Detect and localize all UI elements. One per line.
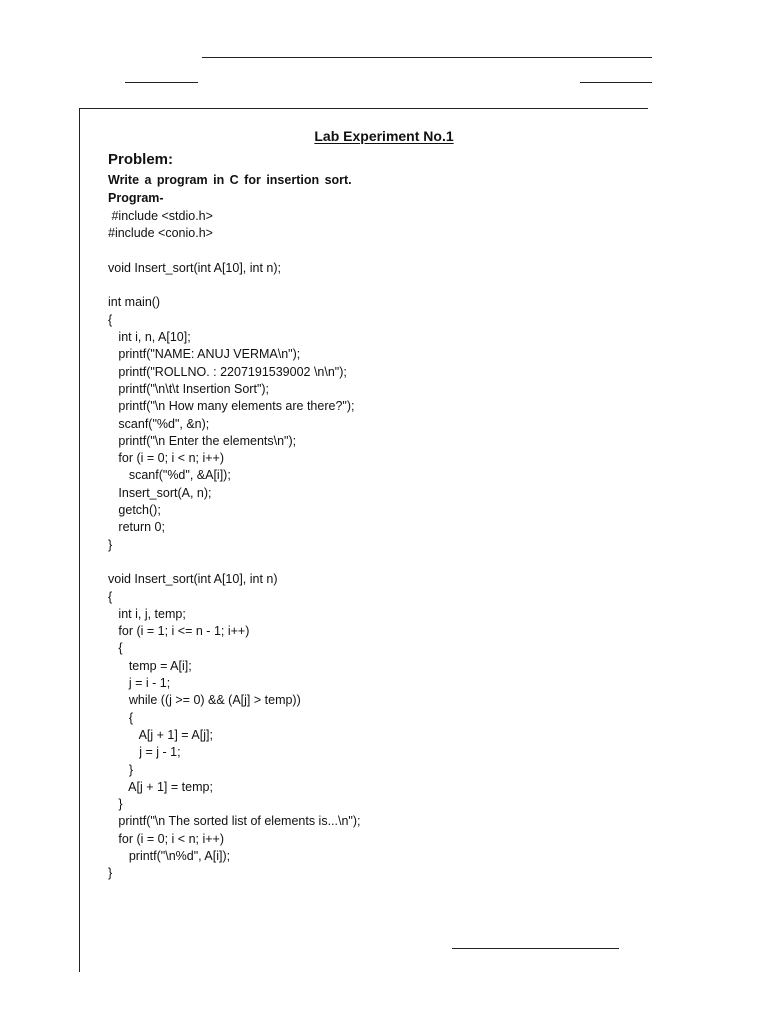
problem-statement: Write a program in C for insertion sort. — [108, 173, 352, 187]
code-line: getch(); — [108, 503, 161, 518]
code-line: A[j + 1] = temp; — [108, 779, 213, 794]
code-line: scanf("%d", &n); — [108, 416, 210, 431]
code-block — [108, 208, 361, 883]
code-line: int main() — [108, 295, 161, 310]
program-label: Program- — [108, 191, 164, 205]
code-line: for (i = 0; i < n; i++) — [108, 831, 225, 846]
page-border-left — [79, 108, 80, 972]
code-line — [108, 554, 361, 571]
code-line: j = i - 1; — [108, 676, 171, 691]
code-line: #include <stdio.h> — [108, 209, 213, 223]
code-line: int i, j, temp; — [108, 606, 186, 621]
code-line: printf("\n%d", A[i]); — [108, 848, 231, 863]
code-line: int i, n, A[10]; — [108, 330, 191, 345]
page-title: Lab Experiment No.1 — [314, 128, 454, 144]
code-line: { — [108, 589, 113, 604]
code-line: printf("\n Enter the elements\n"); — [108, 433, 297, 448]
code-line: } — [108, 762, 134, 777]
code-line: temp = A[i]; — [108, 658, 192, 673]
header-rule-right — [580, 82, 652, 83]
problem-heading: Problem: — [108, 151, 174, 168]
code-line: j = j - 1; — [108, 745, 181, 760]
page-border-top — [79, 108, 648, 109]
code-line: #include <conio.h> — [108, 226, 213, 241]
code-line — [108, 243, 361, 260]
code-line: Insert_sort(A, n); — [108, 485, 212, 500]
code-line: printf("\n The sorted list of elements is...\n"); — [108, 814, 361, 829]
code-line: { — [108, 710, 134, 725]
code-line: printf("\n\t\t Insertion Sort"); — [108, 381, 270, 396]
code-line: void Insert_sort(int A[10], int n); — [108, 260, 281, 275]
code-line: void Insert_sort(int A[10], int n) — [108, 572, 278, 587]
code-line: } — [108, 537, 113, 552]
code-line: while ((j >= 0) && (A[j] > temp)) — [108, 693, 301, 708]
code-line: printf("ROLLNO. : 2207191539002 \n\n"); — [108, 364, 347, 379]
code-line — [108, 277, 361, 294]
header-rule-top — [202, 57, 652, 58]
code-line: } — [108, 797, 123, 812]
code-line: { — [108, 641, 123, 656]
code-line: A[j + 1] = A[j]; — [108, 727, 213, 742]
code-line: } — [108, 866, 113, 881]
signature-rule — [452, 948, 619, 949]
code-line: printf("NAME: ANUJ VERMA\n"); — [108, 347, 301, 362]
code-line: for (i = 0; i < n; i++) — [108, 451, 225, 466]
code-line: scanf("%d", &A[i]); — [108, 468, 231, 483]
header-rule-left — [125, 82, 198, 83]
code-line: return 0; — [108, 520, 165, 535]
code-line: printf("\n How many elements are there?"); — [108, 399, 355, 414]
code-line: for (i = 1; i <= n - 1; i++) — [108, 624, 250, 639]
code-line: { — [108, 312, 113, 327]
